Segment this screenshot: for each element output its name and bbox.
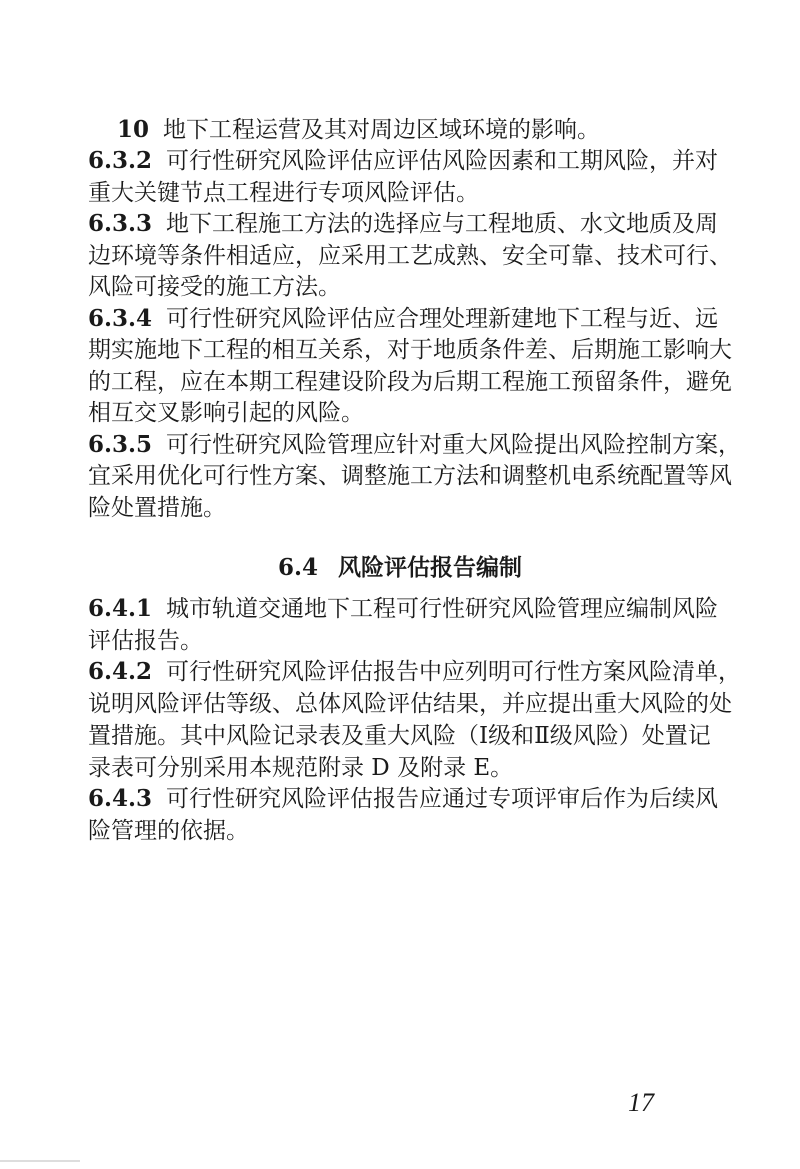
clause-first-line [88,784,719,814]
clause-line [88,816,678,846]
clause-text: 可行性研究风险评估应合理处理新建地下工程与近、远 [166,305,719,332]
clause-line [88,335,732,365]
clause-first-line [88,146,719,176]
clause-line [88,461,732,491]
clause-text: 说明风险评估等级、总体风险评估结果，并应提出重大风险的处 [88,691,732,718]
clause-text: 置措施。其中风险记录表及重大风险（Ⅰ级和Ⅱ级风险）处置记 [88,722,711,749]
clause-line [88,721,711,751]
clause-number: 6.4.2 [88,658,153,686]
clause-text: 可行性研究风险评估报告中应列明可行性方案风险清单， [166,659,742,686]
clause-line [88,493,678,523]
clause-line [88,753,678,783]
clause-first-line [88,657,742,687]
scan-artifact [0,1160,80,1162]
clause-line [88,367,732,397]
clause-number: 6.3.4 [88,304,153,332]
clause-text: 可行性研究风险管理应针对重大风险提出风险控制方案， [166,431,742,458]
clause-number: 6.4.3 [88,785,153,813]
section-number: 6.4 [277,554,318,581]
clause-line [88,398,678,428]
clause-line [88,626,678,656]
clause-number: 6.4.1 [88,595,153,622]
clause-line [88,178,678,208]
item-10 [117,115,600,145]
clause-number: 6.3.3 [88,210,153,237]
clause-line [88,272,678,302]
clause-text: 可行性研究风险评估报告应通过专项评审后作为后续风 [166,786,719,813]
clause-text: 重大关键节点工程进行专项风险评估。 [88,179,479,206]
section-heading [0,549,800,582]
clause-first-line [88,594,719,624]
clause-text: 的工程，应在本期工程建设阶段为后期工程施工预留条件，避免 [88,368,732,395]
clause-line [88,241,732,271]
clause-text: 宜采用优化可行性方案、调整施工方法和调整机电系统配置等风 [88,463,732,489]
clause-text: 可行性研究风险评估应评估风险因素和工期风险，并对 [166,148,719,174]
clause-text: 录表可分别采用本规范附录 D 及附录 E。 [88,754,514,781]
clause-first-line [88,304,719,334]
clause-text: 城市轨道交通地下工程可行性研究风险管理应编制风险 [166,596,719,622]
clause-first-line [88,430,742,460]
clause-text: 边环境等条件相适应，应采用工艺成熟、安全可靠、技术可行、 [88,242,732,269]
item-text: 地下工程运营及其对周边区域环境的影响。 [163,117,601,143]
clause-text: 相互交叉影响引起的风险。 [88,400,364,426]
clause-line [88,689,732,719]
clause-text: 险管理的依据。 [88,817,249,844]
clause-text: 评估报告。 [88,627,203,654]
clause-number: 6.3.2 [88,147,153,174]
section-title: 风险评估报告编制 [338,554,522,581]
clause-first-line [88,209,719,239]
clause-text: 期实施地下工程的相互关系，对于地质条件差、后期施工影响大 [88,337,732,363]
clause-text: 风险可接受的施工方法。 [88,274,341,300]
page-number: 17 [628,1088,654,1117]
clause-text: 地下工程施工方法的选择应与工程地质、水文地质及周 [166,211,719,237]
clause-text: 险处置措施。 [88,494,226,521]
clause-number: 6.3.5 [88,430,153,458]
item-number: 10 [117,116,150,143]
